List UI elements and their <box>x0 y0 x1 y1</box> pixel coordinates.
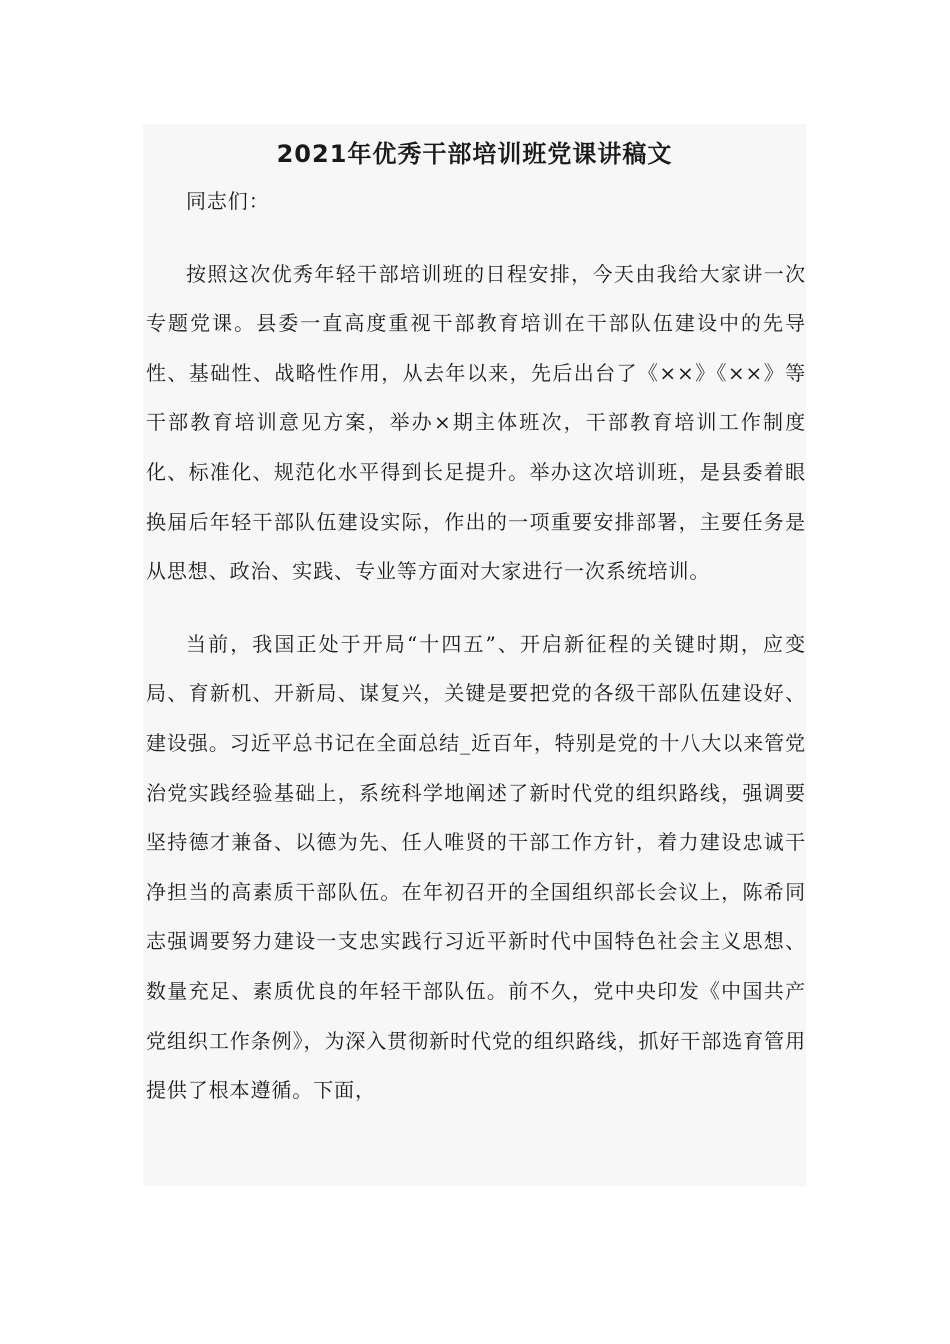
document-title: 2021年优秀干部培训班党课讲稿文 <box>276 140 673 168</box>
paragraph-1: 按照这次优秀年轻干部培训班的日程安排，今天由我给大家讲一次专题党课。县委一直高度重视干部教育培训在干部队伍建设中的先导性、基础性、战略性作用，从去年以来，先后出台了《××》《××》等干部教育培训意见方案，举办×期主体班次，干部教育培训工作制度化、标准化、规范化水平得到长足提升。举办这次培训班，是县委着眼换届后年轻干部队伍建设实际，作出的一项重要安排部署，主要任务是从思想、政治、实践、专业等方面对大家进行一次系统培训。 <box>146 261 806 584</box>
salutation: 同志们： <box>186 189 270 213</box>
document-body <box>146 177 806 1116</box>
paragraph-2: 当前，我国正处于开局“十四五”、开启新征程的关键时期，应变局、育新机、开新局、谋复兴，关键是要把党的各级干部队伍建设好、建设强。习近平总书记在全面总结_近百年，特别是党的十八大以来管党治党实践经验基础上，系统科学地阐述了新时代党的组织路线，强调要坚持德才兼备、以德为先、任人唯贤的干部工作方针，着力建设忠诚干净担当的高素质干部队伍。在年初召开的全国组织部长会议上，陈希同志强调要努力建设一支忠实践行习近平新时代中国特色社会主义思想、数量充足、素质优良的年轻干部队伍。前不久，党中央印发《中国共产党组织工作条例》，为深入贯彻新时代党的组织路线，抓好干部选育管用提供了根本遵循。下面， <box>146 631 806 1103</box>
